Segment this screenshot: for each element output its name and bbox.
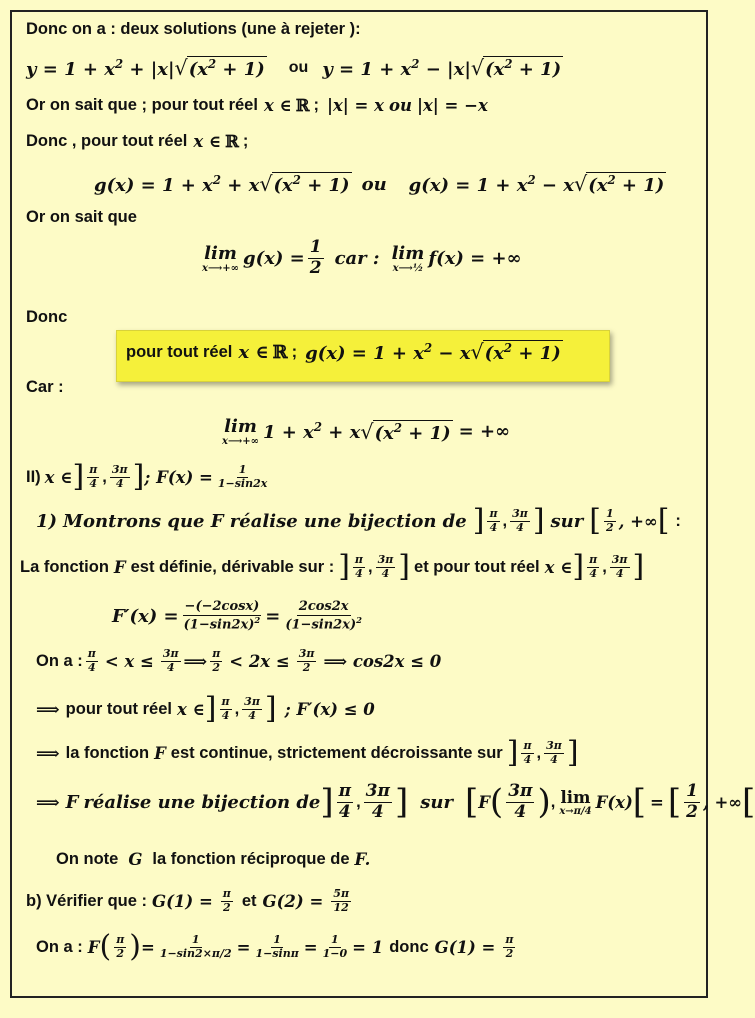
boxed-result: pour tout réel x ∈ ℝ ; $g(x) = 1 + x^2 - x$ √ $(x^2 + 1)$: [126, 340, 561, 364]
derivability-line: La fonction F est définie, dérivable sur : ] $\frac{\pi}{4}$ , $\frac{3\pi}{4}$ ] et pour tout réel x ∈ ] $\frac{\pi}{4}$ , $\frac{3\pi}{4}$ ]: [20, 549, 645, 584]
or-on-sait-line: Or on sait que: [26, 208, 137, 226]
intro-line: Donc on a : deux solutions (une à rejeter ):: [26, 20, 361, 38]
car-line: Car :: [26, 378, 64, 396]
part-two-definition: II) x ∈ ] $\frac{\pi}{4}$ , $\frac{3\pi}{4}$ ] ; F(x) = $\frac{1}{1-\sin 2x}$: [26, 459, 268, 494]
g-equation: $g(x) = 1 + x^2 + x$ √ $(x^2 + 1)$ ou $g(x) = 1 + x^2 - x$ √ $(x^2 + 1)$: [94, 172, 665, 196]
for-all-line: Donc , pour tout réel x ∈ ℝ ;: [26, 132, 249, 151]
document-frame: [10, 10, 755, 998]
bijection-line: ⟹ F réalise une bijection de ] $\frac{\pi}{4}$ , $\frac{3\pi}{4}$ ] sur [ F ( $\frac{3\pi}{4}$ ) , lim x→π/4 F(x) [ = [ $\frac{1}{2}$ , +∞ [: [36, 781, 755, 823]
derivative-equation: F′(x) = $\frac{-(-2\cos x)}{(1-\sin 2x)^2}$ = $\frac{2\cos 2x}{(1-\sin 2x)^2}$: [112, 599, 362, 633]
computation-line: On a : F ( $\frac{\pi}{2}$ ) = $\frac{1}{1-\sin 2\times\pi/2}$ = $\frac{1}{1-\sin\pi}$ = $\frac{1}{1-0}$ = 1 donc G(1) = $\frac{\pi}{2}$: [36, 929, 514, 964]
derivative-sign-line: ⟹ pour tout réel x ∈ ] $\frac{\pi}{4}$ , $\frac{3\pi}{4}$ ] ; F′(x) ≤ 0: [36, 691, 375, 726]
question-one: 1) Montrons que F réalise une bijection de ] $\frac{\pi}{4}$ , $\frac{3\pi}{4}$ ] sur [ $\frac{1}{2}$ , +∞ [ :: [36, 503, 681, 538]
reciprocal-note: On note G la fonction réciproque de F.: [56, 850, 371, 869]
donc-line: Donc: [26, 308, 68, 326]
limit-g-line: lim x⟶+∞ g(x) = $\frac{1}{2}$ car : lim x⟶½ f(x) = +∞: [202, 237, 522, 278]
continuity-line: ⟹ la fonction F est continue, strictement décroissante sur ] $\frac{\pi}{4}$ , $\frac{3\pi}{4}$ ]: [36, 735, 579, 770]
absolute-value-line: Or on sait que ; pour tout réel x ∈ ℝ ; |x| = x ou |x| = −x: [26, 96, 488, 115]
two-solutions-equation: $y = 1 + x^2 + |x|$ √ $(x^2 + 1)$ ou $y = 1 + x^2 - |x|$ √ $(x^2 + 1)$: [26, 56, 562, 80]
inequality-line: On a : $\frac{\pi}{4}$ < x ≤ $\frac{3\pi}{4}$ ⟹ $\frac{\pi}{2}$ < 2x ≤ $\frac{3\pi}{2}$ ⟹ cos2x ≤ 0: [36, 647, 442, 674]
question-b: b) Vérifier que : G(1) = $\frac{\pi}{2}$ et G(2) = $\frac{5\pi}{12}$: [26, 887, 350, 914]
limit-plus-line: lim x⟶+∞ $1 + x^2 + x$ √ $(x^2 + 1)$ = +∞: [222, 416, 511, 447]
